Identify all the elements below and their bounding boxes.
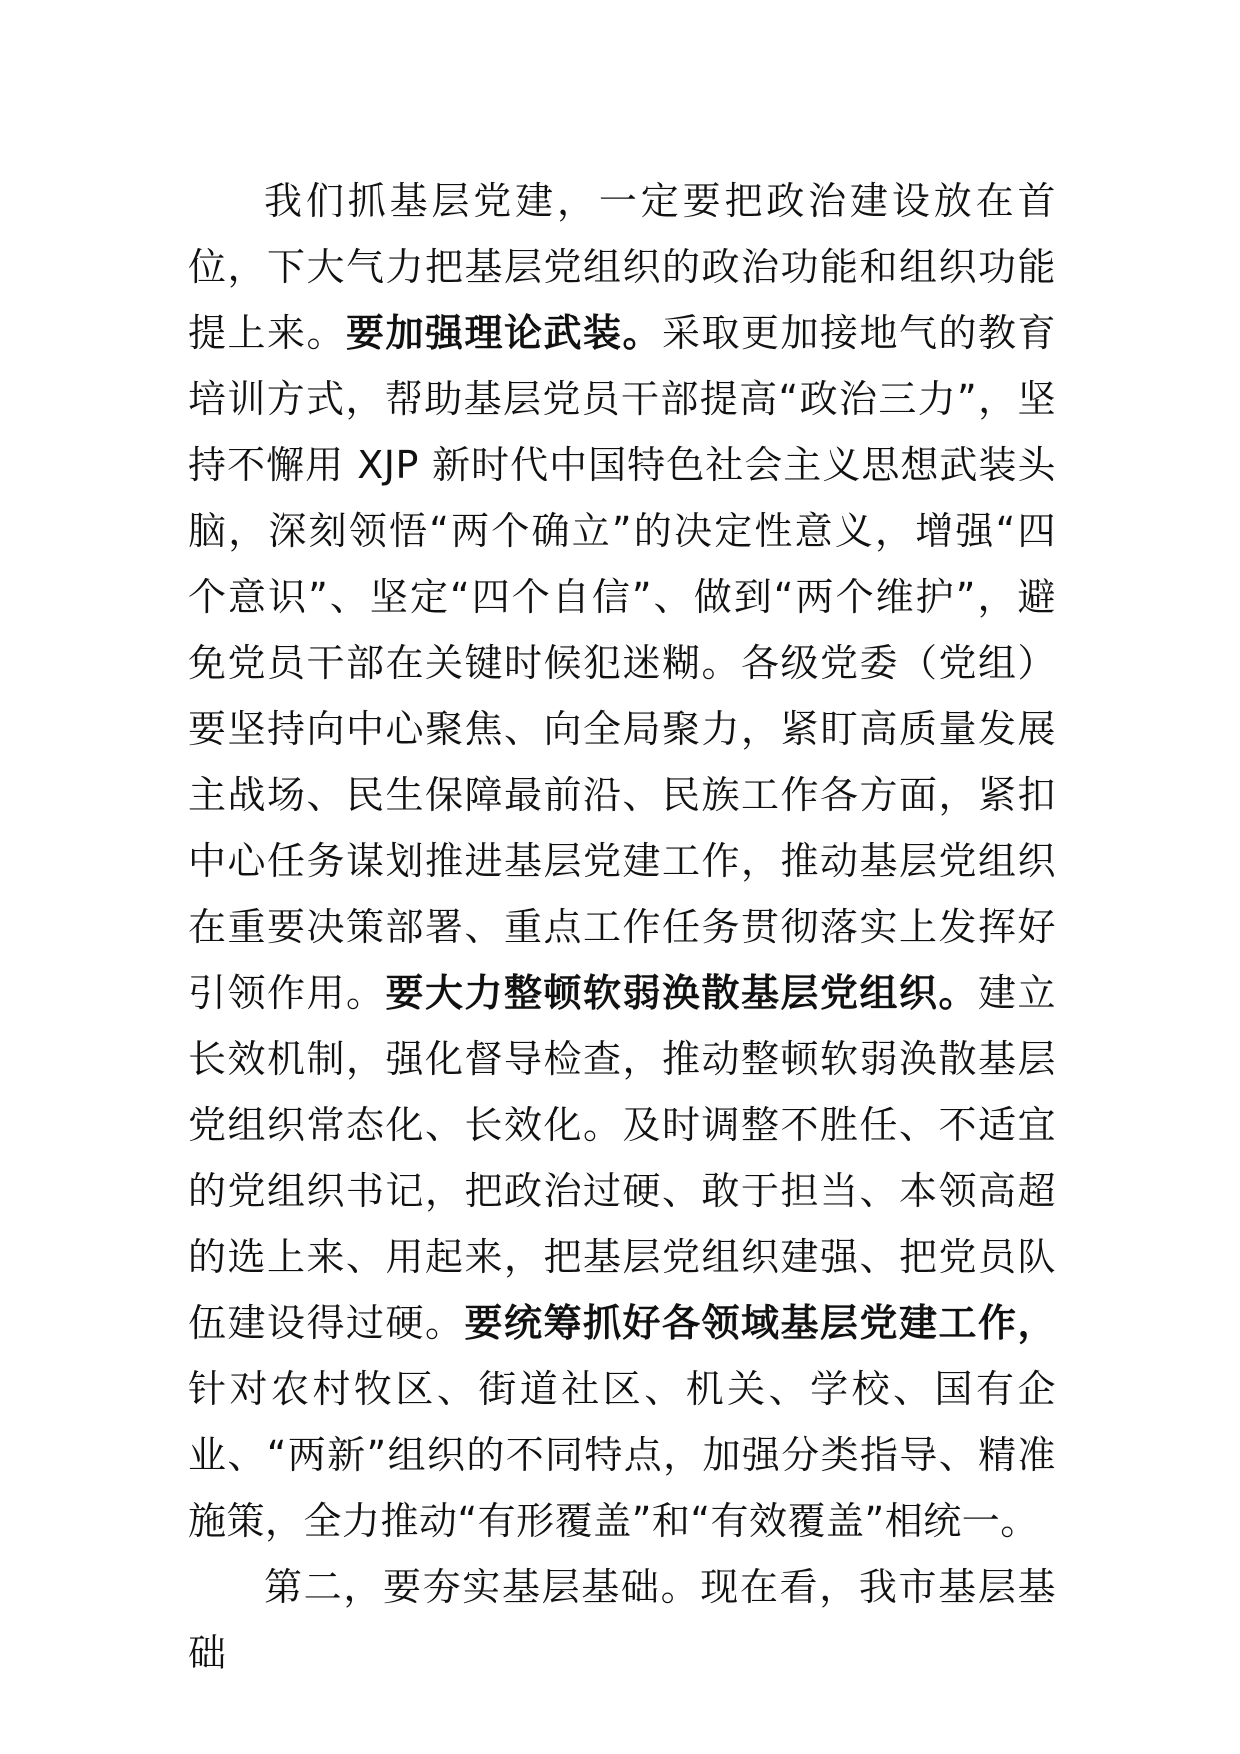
text-run: 建立长效机制，强化督导检查，推动整顿软弱涣散基层党组织常态化、长效化。及时调整不胜任、不适宜的党组织书记，把政治过硬、敢于担当、本领高超的选上来、用起来，把基层党组织建强、把党员队伍建设得过硬。 <box>188 971 1056 1345</box>
document-body <box>188 168 1056 1686</box>
heading-run-rectify-organizations: 要大力整顿软弱涣散基层党组织。 <box>385 971 978 1015</box>
text-run: 针对农村牧区、街道社区、机关、学校、国有企业、“两新”组织的不同特点，加强分类指导、精准施策，全力推动“有形覆盖”和“有效覆盖”相统一。 <box>188 1367 1056 1543</box>
paragraph-grassroots-foundation <box>188 1554 1056 1686</box>
text-run: 第二，要夯实基层基础。现在看，我市基层基础 <box>188 1565 1056 1675</box>
paragraph-party-building <box>188 168 1056 1554</box>
heading-run-theory-armament: 要加强理论武装。 <box>346 311 662 355</box>
text-run: 我们抓基层党建，一定要把政治建设放在首位，下大气力把基层党组织的政治功能和组织功能提上来。 <box>188 179 1056 355</box>
heading-run-coordinate-fields: 要统筹抓好各领域基层党建工作， <box>464 1301 1056 1345</box>
text-run: 采取更加接地气的教育培训方式，帮助基层党员干部提高“政治三力”，坚持不懈用 XJP 新时代中国特色社会主义思想武装头脑，深刻领悟“两个确立”的决定性意义，增强“四个意识”、坚定“四个自信”、做到“两个维护”，避免党员干部在关键时候犯迷糊。各级党委（党组）要坚持向中心聚焦、向全局聚力，紧盯高质量发展主战场、民生保障最前沿、民族工作各方面，紧扣中心任务谋划推进基层党建工作，推动基层党组织在重要决策部署、重点工作任务贯彻落实上发挥好引领作用。 <box>188 311 1056 1015</box>
